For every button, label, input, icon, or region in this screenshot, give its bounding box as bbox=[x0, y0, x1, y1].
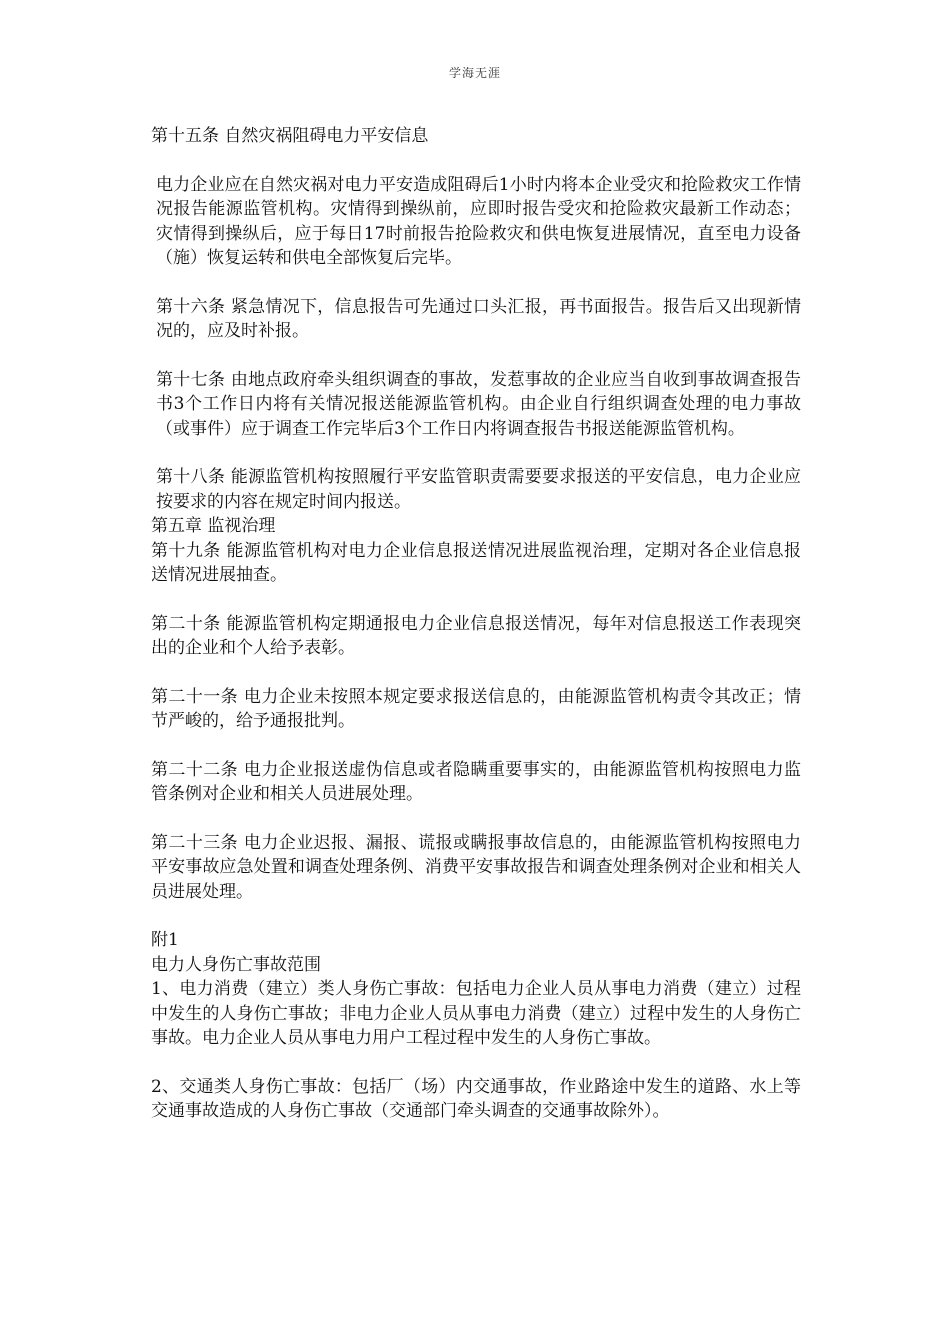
appendix-item-1: 1、电力消费（建立）类人身伤亡事故：包括电力企业人员从事电力消费（建立）过程中发生的人身伤亡事故；非电力企业人员从事电力消费（建立）过程中发生的人身伤亡事故。电力企业人员从事电力用户工程过程中发生的人身伤亡事故。 bbox=[151, 979, 801, 1048]
article-18: 第十八条 能源监管机构按照履行平安监管职责需要要求报送的平安信息，电力企业应按要求的内容在规定时间内报送。 bbox=[156, 467, 801, 512]
appendix-1-title: 电力人身伤亡事故范围 bbox=[151, 954, 321, 975]
article-15-title: 第十五条 自然灾祸阻碍电力平安信息 bbox=[151, 126, 429, 146]
appendix-item-2: 2、交通类人身伤亡事故：包括厂（场）内交通事故，作业路途中发生的道路、水上等交通事故造成的人身伤亡事故（交通部门牵头调查的交通事故除外）。 bbox=[151, 1076, 801, 1121]
article-15-body: 电力企业应在自然灾祸对电力平安造成阻碍后1小时内将本企业受灾和抢险救灾工作情况报告能源监管机构。灾情得到操纵前，应即时报告受灾和抢险救灾最新工作动态；灾情得到操纵后，应于每日17时前报告抢险救灾和供电恢复进展情况，直至电力设备（施）恢复运转和供电全部恢复后完毕。 bbox=[156, 174, 801, 268]
chapter-5-heading: 第五章 监视治理 bbox=[151, 516, 276, 536]
article-21: 第二十一条 电力企业未按照本规定要求报送信息的，由能源监管机构责令其改正；情节严峻的，给予通报批判。 bbox=[151, 686, 801, 731]
document-body bbox=[151, 124, 801, 1124]
article-23: 第二十三条 电力企业迟报、漏报、谎报或瞒报事故信息的，由能源监管机构按照电力平安事故应急处置和调查处理条例、消费平安事故报告和调查处理条例对企业和相关人员进展处理。 bbox=[151, 832, 801, 902]
page-header: 学海无涯 bbox=[448, 66, 501, 80]
article-16: 第十六条 紧急情况下，信息报告可先通过口头汇报，再书面报告。报告后又出现新情况的，应及时补报。 bbox=[156, 296, 801, 341]
appendix-1-label: 附1 bbox=[151, 930, 179, 950]
article-20: 第二十条 能源监管机构定期通报电力企业信息报送情况，每年对信息报送工作表现突出的企业和个人给予表彰。 bbox=[151, 613, 801, 658]
article-17: 第十七条 由地点政府牵头组织调查的事故，发惹事故的企业应当自收到事故调查报告书3个工作日内将有关情况报送能源监管机构。由企业自行组织调查处理的电力事故（或事件）应于调查工作完毕后3个工作日内将调查报告书报送能源监管机构。 bbox=[156, 369, 801, 439]
article-22: 第二十二条 电力企业报送虚伪信息或者隐瞒重要事实的，由能源监管机构按照电力监管条例对企业和相关人员进展处理。 bbox=[151, 759, 801, 804]
article-19: 第十九条 能源监管机构对电力企业信息报送情况进展监视治理，定期对各企业信息报送情况进展抽查。 bbox=[151, 540, 801, 585]
